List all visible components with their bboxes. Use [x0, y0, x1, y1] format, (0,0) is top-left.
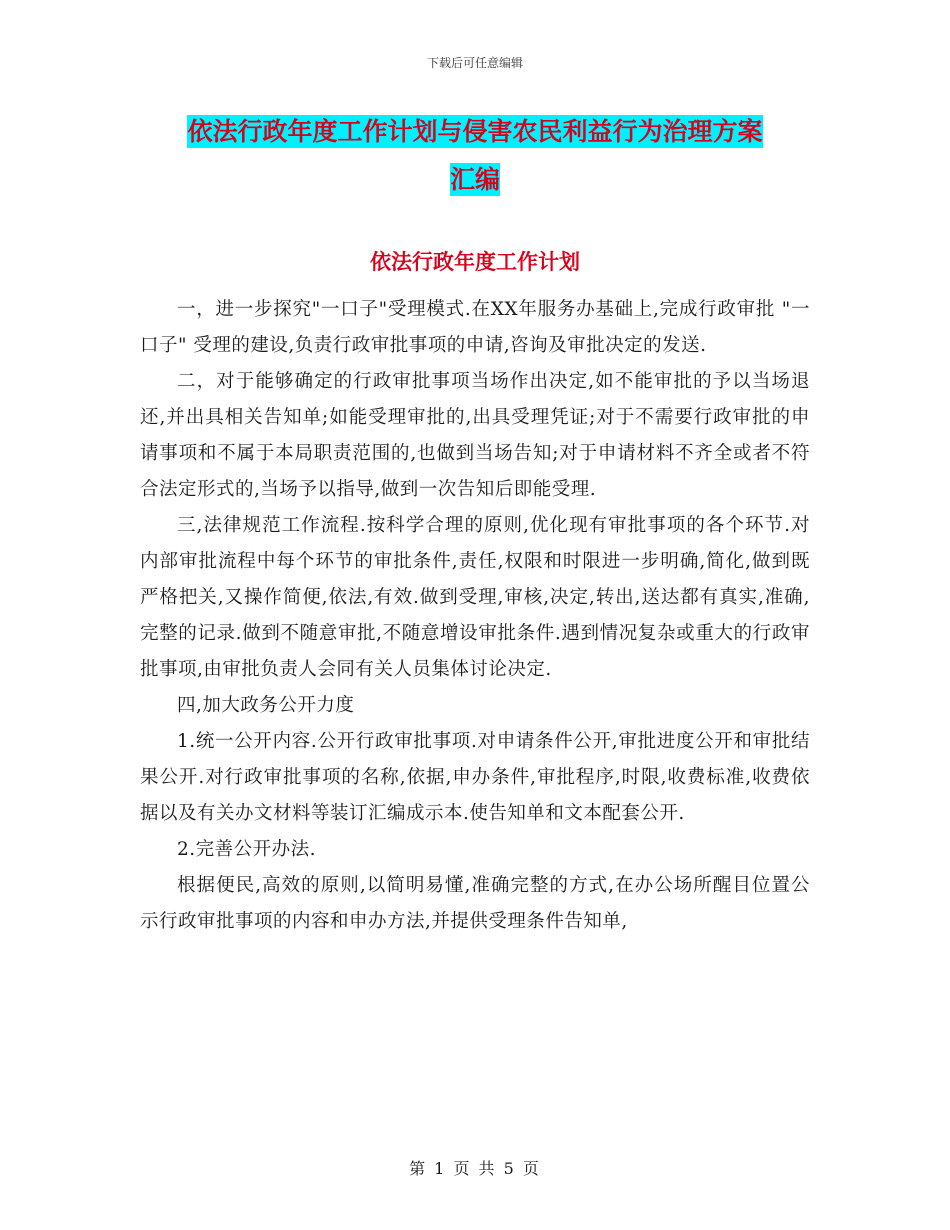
document-title-line-2: 汇编	[449, 165, 500, 194]
paragraph: 二，对于能够确定的行政审批事项当场作出决定,如不能审批的予以当场退还,并出具相关告知单;如能受理审批的,出具受理凭证;对于不需要行政审批的申请事项和不属于本局职责范围的,也做到当场告知;对于申请材料不齐全或者不符合法定形式的,当场予以指导,做到一次告知后即能受理.	[140, 371, 810, 500]
paragraph: 根据便民,高效的原则,以简明易懂,准确完整的方式,在办公场所醒目位置公示行政审批事项的内容和申办方法,并提供受理条件告知单,	[140, 875, 810, 932]
header-note: 下载后可任意编辑	[426, 56, 523, 70]
paragraph: 2.完善公开办法.	[177, 839, 317, 860]
document-body	[140, 292, 810, 940]
document-title	[140, 108, 810, 204]
page-number: 第 1 页 共 5 页	[409, 1159, 541, 1178]
paragraph: 一，进一步探究"一口子"受理模式.在XX年服务办基础上,完成行政审批 "一口子" 受理的建设,负责行政审批事项的申请,咨询及审批决定的发送.	[140, 299, 810, 356]
document-title-line-1: 依法行政年度工作计划与侵害农民利益行为治理方案	[187, 117, 763, 146]
paragraph: 1.统一公开内容.公开行政审批事项.对申请条件公开,审批进度公开和审批结果公开.对行政审批事项的名称,依据,申办条件,审批程序,时限,收费标准,收费依据以及有关办文材料等装订汇编成示本.使告知单和文本配套公开.	[140, 731, 810, 824]
section-title: 依法行政年度工作计划	[370, 250, 580, 274]
paragraph: 四,加大政务公开力度	[177, 695, 355, 716]
paragraph: 三,法律规范工作流程.按科学合理的原则,优化现有审批事项的各个环节.对内部审批流程中每个环节的审批条件,责任,权限和时限进一步明确,简化,做到既严格把关,又操作简便,依法,有效.做到受理,审核,决定,转出,送达都有真实,准确,完整的记录.做到不随意审批,不随意增设审批条件.遇到情况复杂或重大的行政审批事项,由审批负责人会同有关人员集体讨论决定.	[140, 515, 810, 680]
